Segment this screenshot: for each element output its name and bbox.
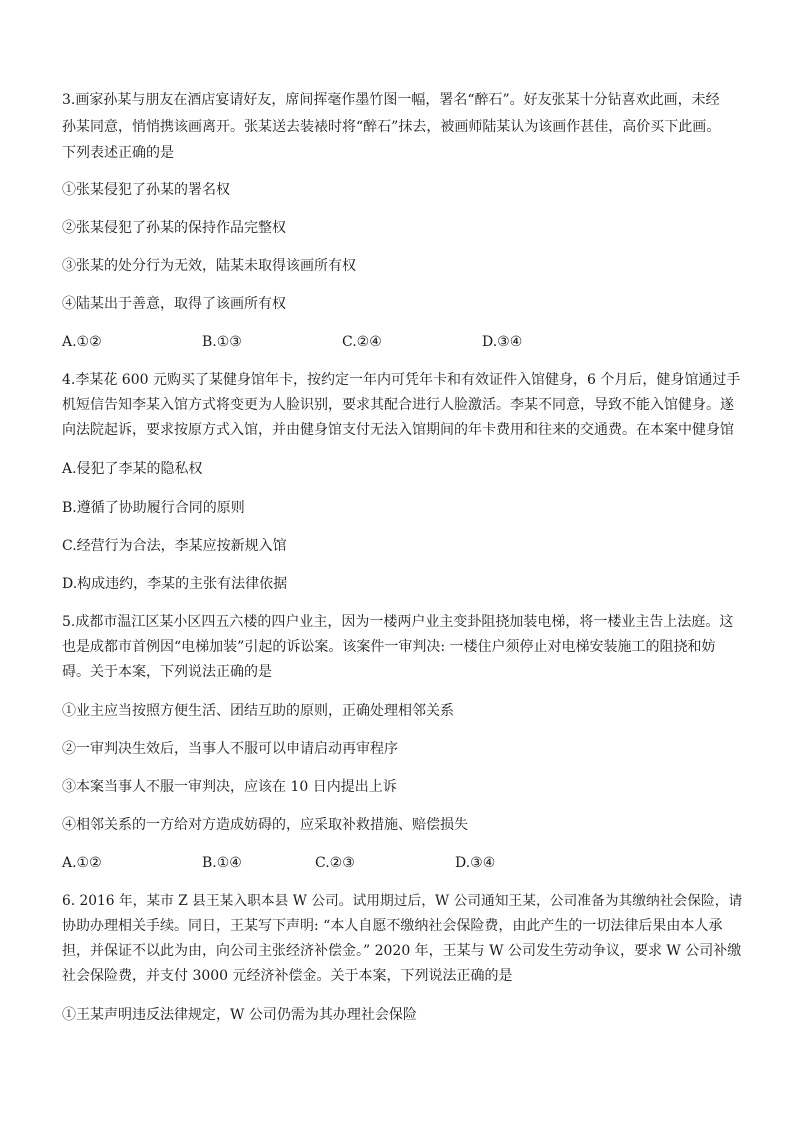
q5-item-1: ①业主应当按照方便生活、团结互助的原则，正确处理相邻关系: [62, 703, 454, 719]
q3-stem-line-1: 3.画家孙某与朋友在酒店宴请好友，席间挥毫作墨竹图一幅，署名“醉石”。好友张某十分钻喜欢此画，未经: [62, 92, 720, 108]
q3-stem-line-2: 孙某同意，悄悄携该画离开。张某送去装裱时将“醉石”抹去，被画师陆某认为该画作甚佳，高价买下此画。: [62, 119, 721, 135]
q5-stem-line-2: 也是成都市首例因“电梯加装”引起的诉讼案。该案件一审判决: 一楼住户须停止对电梯安装施工的阻挠和妨: [62, 639, 716, 655]
q4-stem-line-1: 4.李某花 600 元购买了某健身馆年卡，按约定一年内可凭年卡和有效证件入馆健身，6 个月后，健身馆通过手: [62, 372, 741, 388]
q5-item-3: ③本案当事人不服一审判决，应该在 10 日内提出上诉: [62, 779, 397, 795]
q4-choice-b: B.遵循了协助履行合同的原则: [62, 500, 245, 516]
q5-option-d: D.③④: [455, 855, 496, 871]
q6-stem-line-1: 6. 2016 年，某市 Z 县王某入职本县 W 公司。试用期过后，W 公司通知王某，公司准备为其缴纳社会保险，请: [62, 893, 743, 909]
q3-option-b: B.①③: [202, 334, 242, 350]
q3-item-1: ①张某侵犯了孙某的署名权: [62, 182, 230, 198]
q6-stem-line-3: 担，并保证不以此为由，向公司主张经济补偿金。” 2020 年，王某与 W 公司发生劳动争议，要求 W 公司补缴: [62, 943, 742, 959]
q3-item-2: ②张某侵犯了孙某的保持作品完整权: [62, 220, 286, 236]
q6-stem-line-4: 社会保险费，并支付 3000 元经济补偿金。关于本案，下列说法正确的是: [62, 968, 513, 984]
q5-item-2: ②一审判决生效后，当事人不服可以申请启动再审程序: [62, 741, 398, 757]
q5-item-4: ④相邻关系的一方给对方造成妨碍的，应采取补救措施、赔偿损失: [62, 817, 468, 833]
q4-stem-line-2: 机短信告知李某入馆方式将变更为人脸识别，要求其配合进行人脸激活。李某不同意，导致不能入馆健身。遂: [62, 397, 734, 413]
q6-item-1: ①王某声明违反法律规定，W 公司仍需为其办理社会保险: [62, 1007, 417, 1023]
q3-item-4: ④陆某出于善意，取得了该画所有权: [62, 296, 286, 312]
q4-choice-d: D.构成违约，李某的主张有法律依据: [62, 576, 288, 592]
q5-option-b: B.①④: [202, 855, 242, 871]
q5-stem-line-3: 碍。关于本案，下列说法正确的是: [62, 664, 272, 680]
q4-choice-c: C.经营行为合法，李某应按新规入馆: [62, 538, 287, 554]
q3-option-c: C.②④: [342, 334, 382, 350]
q3-option-d: D.③④: [482, 334, 523, 350]
q3-item-3: ③张某的处分行为无效，陆某未取得该画所有权: [62, 258, 356, 274]
q5-option-a: A.①②: [62, 855, 102, 871]
q3-option-a: A.①②: [62, 334, 102, 350]
q5-stem-line-1: 5.成都市温江区某小区四五六楼的四户业主，因为一楼两户业主变卦阻挠加装电梯，将一楼业主告上法庭。这: [62, 614, 734, 630]
q4-stem-line-3: 向法院起诉，要求按原方式入馆，并由健身馆支付无法入馆期间的年卡费用和往来的交通费。在本案中健身馆: [62, 422, 734, 438]
q4-choice-a: A.侵犯了李某的隐私权: [62, 461, 203, 477]
q5-option-c: C.②③: [315, 855, 355, 871]
q6-stem-line-2: 协助办理相关手续。同日，王某写下声明: “本人自愿不缴纳社会保险费，由此产生的一切法律后果由本人承: [62, 918, 723, 934]
q3-stem-line-3: 下列表述正确的是: [62, 145, 174, 161]
